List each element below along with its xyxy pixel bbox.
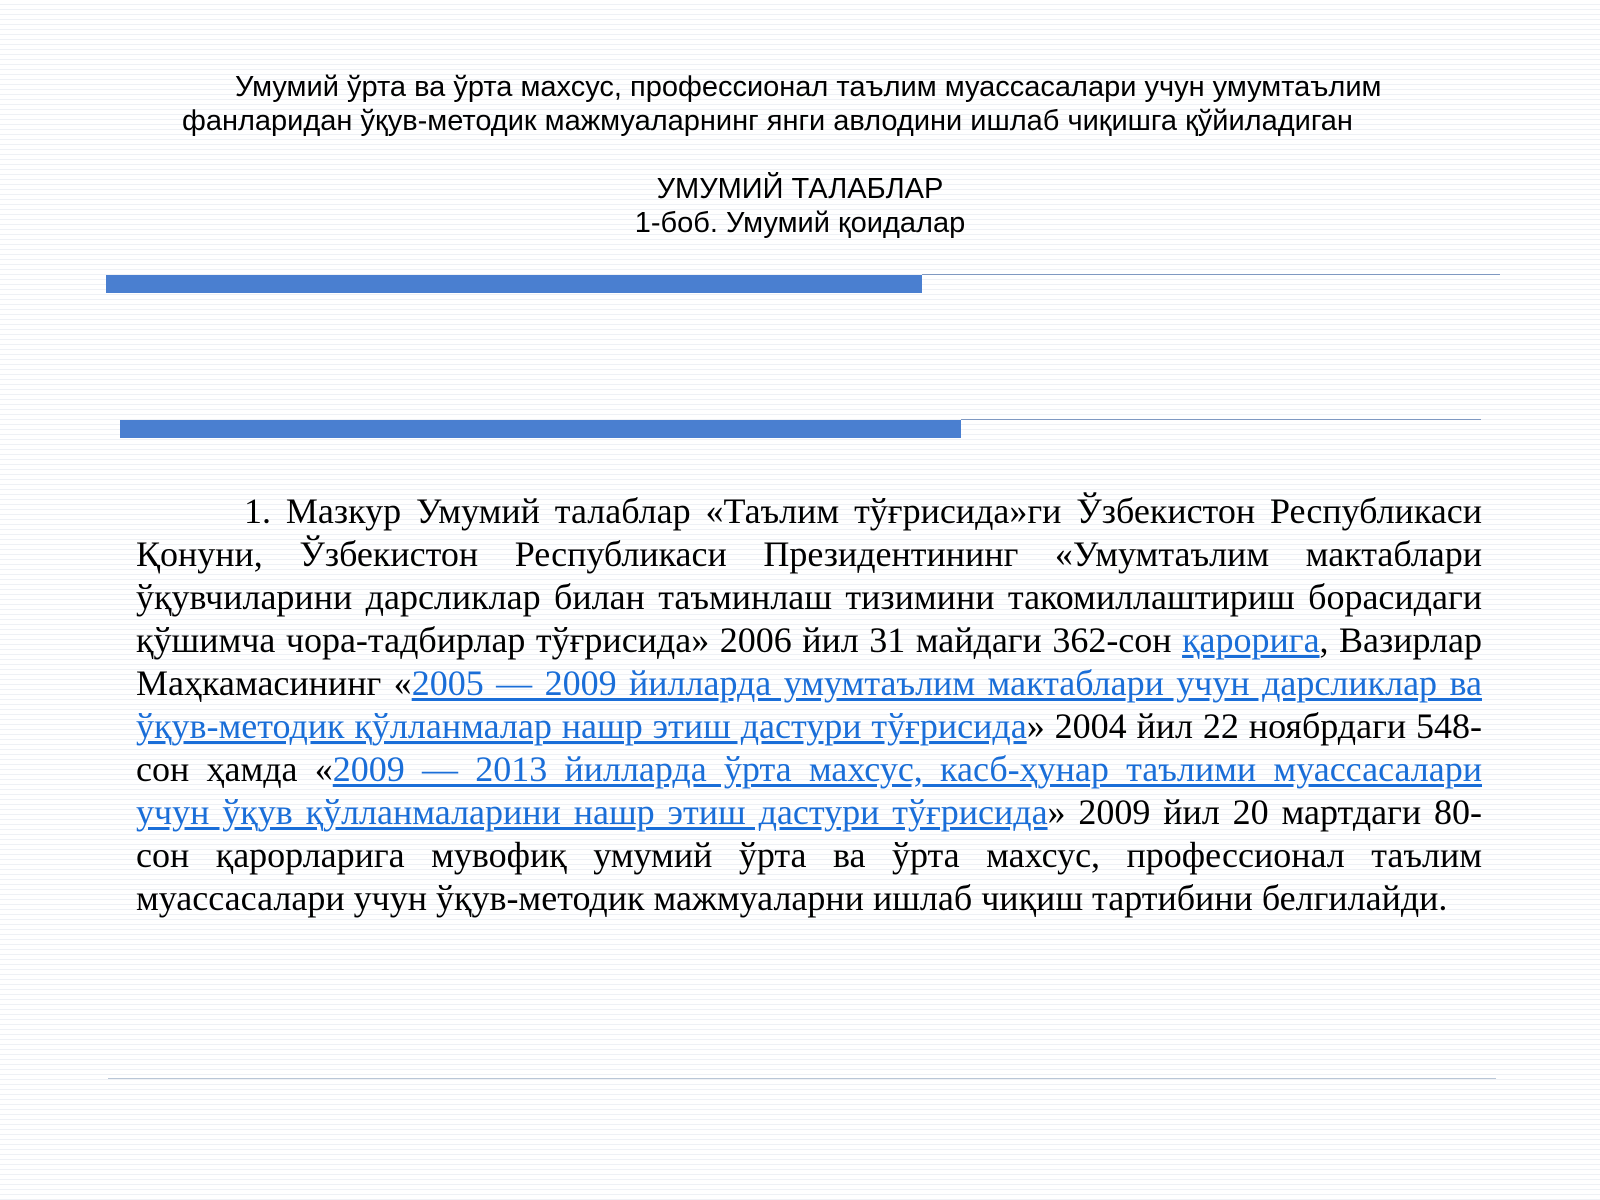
paragraph-text-part-3: » 2004 йил 22 ноябрдаги 548-сон ҳамда « <box>136 706 1482 789</box>
document-header <box>120 70 1480 240</box>
paragraph-text-part-2: , Вазирлар Маҳкамасининг « <box>136 620 1482 703</box>
paragraph-1 <box>136 490 1482 920</box>
upper-thin-rule <box>922 274 1500 275</box>
header-intro-line-2: фанларидан ўқув-методик мажмуаларнинг янги авлодини ишлаб чиқишга қўйиладиган <box>182 105 1353 137</box>
chapter-subtitle: 1-боб. Умумий қоидалар <box>634 207 966 239</box>
header-intro-line-1: Умумий ўрта ва ўрта махсус, профессионал таълим муассасалари учун умумтаълим <box>235 71 1382 103</box>
decree-link-2009-2013-program[interactable]: 2009 — 2013 йилларда ўрта махсус, касб-ҳунар таълими муассасалари учун ўқув қўлланмаларини нашр этиш дастури тўғрисида <box>136 749 1482 832</box>
lower-accent-bar <box>120 420 961 438</box>
upper-accent-bar <box>106 275 922 293</box>
document-title: УМУМИЙ ТАЛАБЛАР <box>656 173 944 205</box>
paragraph-text-part-4: » 2009 йил 20 мартдаги 80-сон қарорларига мувофиқ умумий ўрта ва ўрта махсус, профессионал таълим муассасалари учун ўқув-методик мажмуаларни ишлаб чиқиш тартибини белгилайди. <box>136 792 1483 918</box>
decree-link-karoriga[interactable]: қарорига <box>1182 620 1320 660</box>
paragraph-text-part-1: 1. Мазкур Умумий талаблар «Таълим тўғрисида»ги Ўзбекистон Республикаси Қонуни, Ўзбекистон Республикаси Президентининг «Умумтаълим мактаблари ўқувчиларини дарсликлар билан таъминлаш тизимини такомиллаштириш борасидаги қўшимча чора-тадбирлар тўғрисида» 2006 йил 31 майдаги 362-сон <box>136 491 1482 660</box>
lower-thin-rule <box>961 419 1481 420</box>
decree-link-2005-2009-program[interactable]: 2005 — 2009 йилларда умумтаълим мактаблари учун дарсликлар ва ўқув-методик қўлланмалар нашр этиш дастури тўғрисида <box>136 663 1482 746</box>
header-spacer <box>120 138 1480 172</box>
body-text <box>136 490 1482 920</box>
footer-divider <box>108 1078 1496 1079</box>
